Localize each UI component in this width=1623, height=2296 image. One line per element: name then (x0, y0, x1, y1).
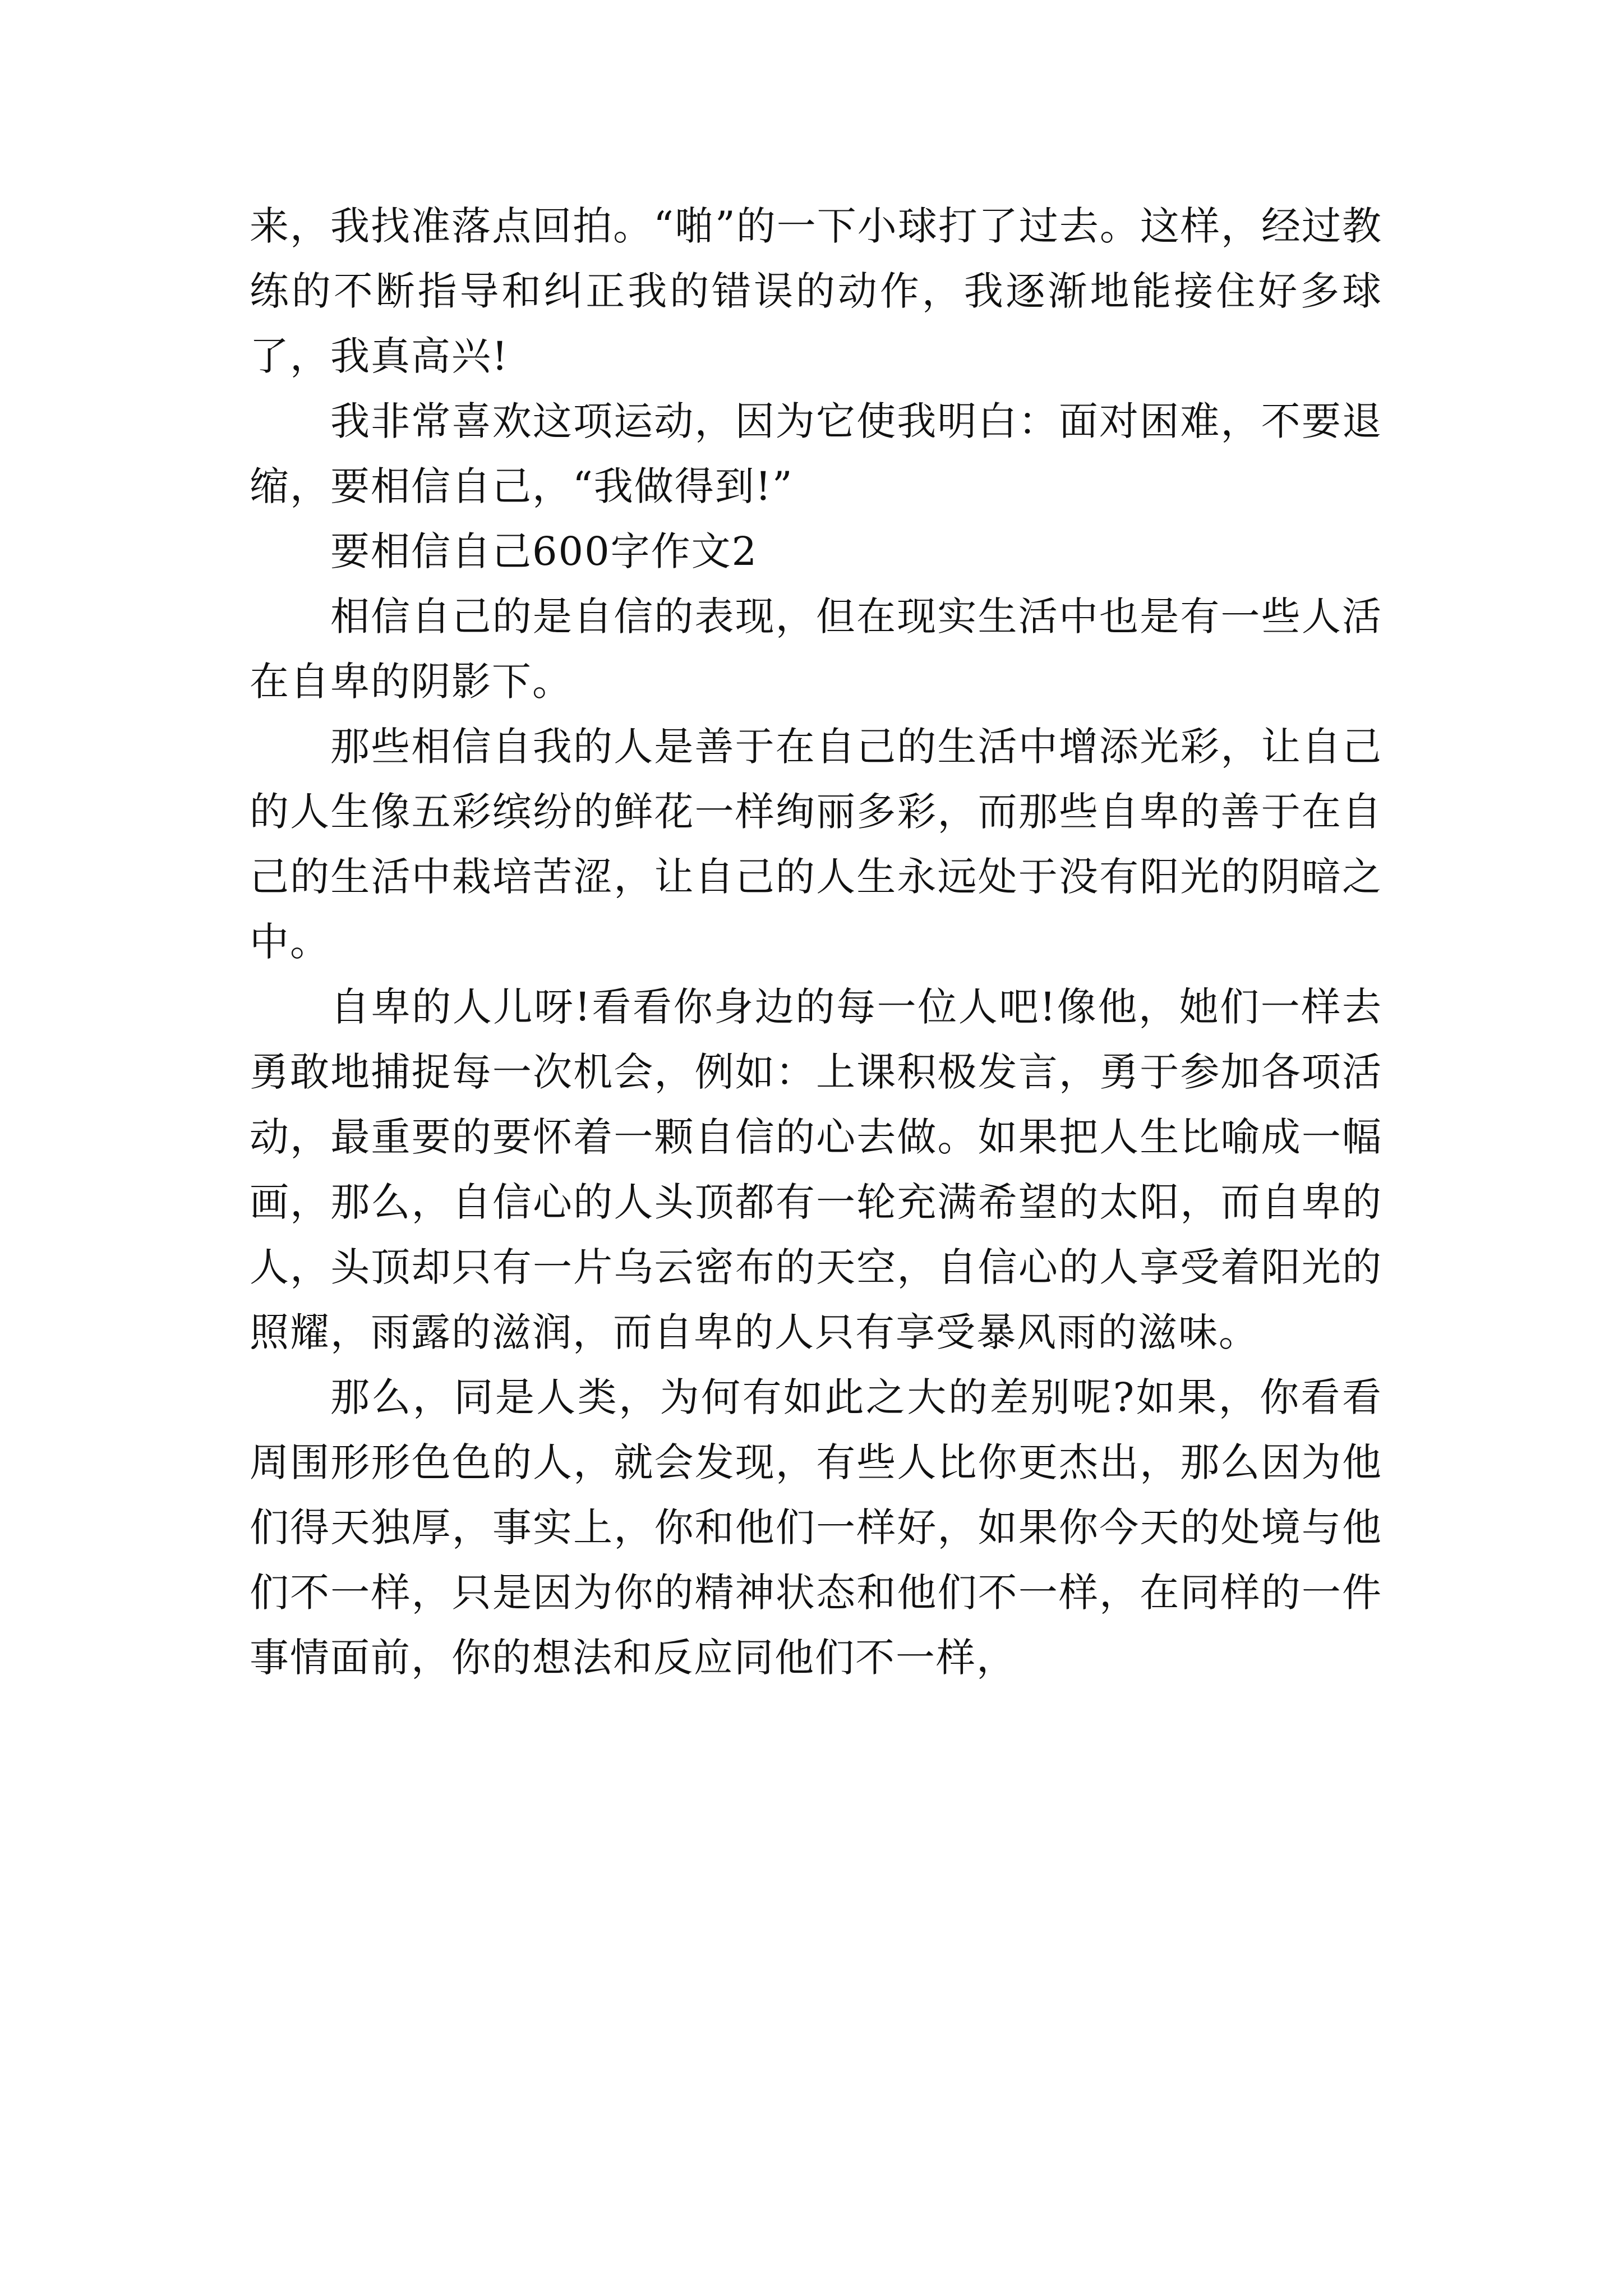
paragraph: 我非常喜欢这项运动，因为它使我明白：面对困难，不要退缩，要相信自己，“我做得到!” (250, 398, 1382, 509)
document-body (250, 194, 1382, 1690)
paragraph: 自卑的人儿呀!看看你身边的每一位人吧!像他，她们一样去勇敢地捕捉每一次机会，例如：上课积极发言，勇于参加各项活动，最重要的要怀着一颗自信的心去做。如果把人生比喻成一幅画，那么，自信心的人头顶都有一轮充满希望的太阳，而自卑的人，头顶却只有一片乌云密布的天空，自信心的人享受着阳光的照耀，雨露的滋润，而自卑的人只有享受暴风雨的滋味。 (250, 984, 1382, 1355)
paragraph: 那些相信自我的人是善于在自己的生活中增添光彩，让自己的人生像五彩缤纷的鲜花一样绚丽多彩，而那些自卑的善于在自己的生活中栽培苦涩，让自己的人生永远处于没有阳光的阴暗之中。 (250, 724, 1382, 965)
paragraph: 那么，同是人类，为何有如此之大的差别呢?如果，你看看周围形形色色的人，就会发现，有些人比你更杰出，那么因为他们得天独厚，事实上，你和他们一样好，如果你今天的处境与他们不一样，只是因为你的精神状态和他们不一样，在同样的一件事情面前，你的想法和反应同他们不一样， (250, 1374, 1382, 1681)
paragraph-continuation: 来，我找准落点回拍。“啪”的一下小球打了过去。这样，经过教练的不断指导和纠正我的错误的动作，我逐渐地能接住好多球了，我真高兴! (250, 203, 1382, 379)
essay-heading: 要相信自己600字作文2 (330, 528, 758, 574)
paragraph: 相信自己的是自信的表现，但在现实生活中也是有一些人活在自卑的阴影下。 (250, 593, 1382, 705)
